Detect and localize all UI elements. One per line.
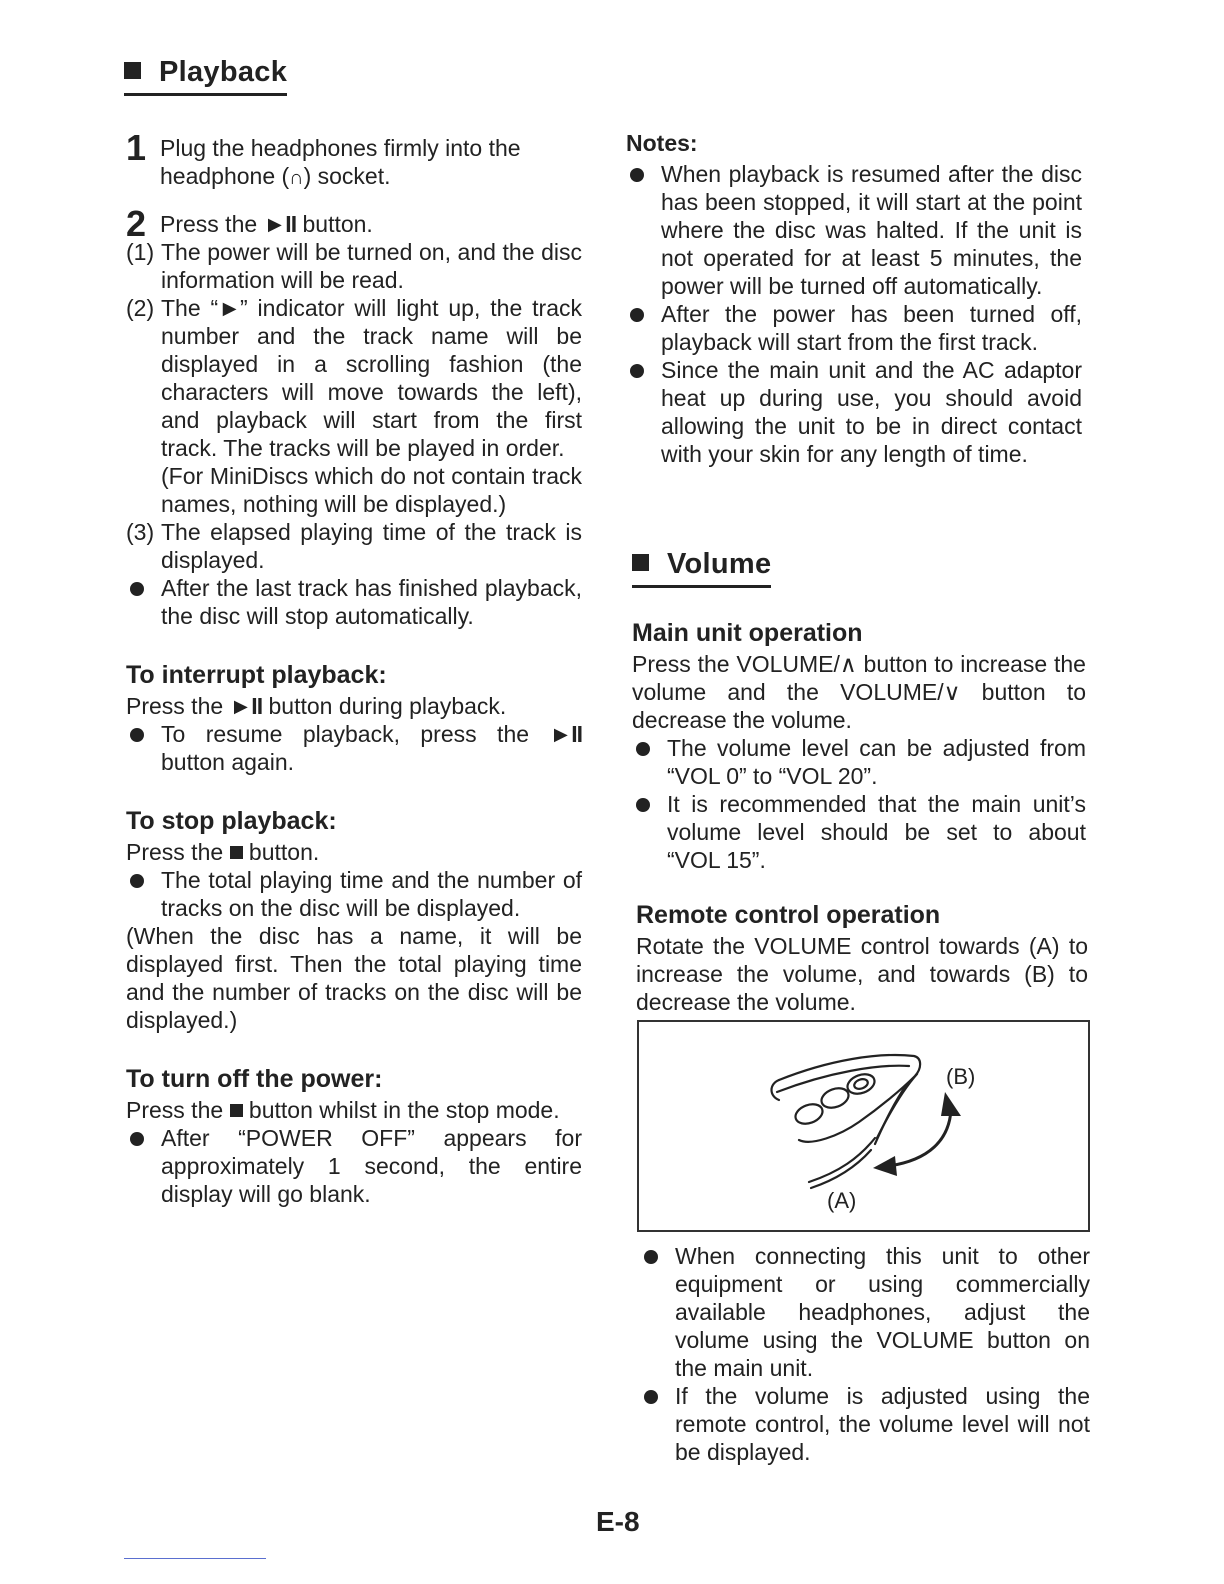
bullet-icon: [630, 308, 644, 322]
interrupt-text: Press the ►II button during playback.: [126, 693, 507, 719]
sub-item-3: (3) The elapsed playing time of the track is displayed.: [126, 519, 582, 573]
sub-item-2: (2) The “►” indicator will light up, the track number and the track name will be displayed in a scrolling fashion (the characters will move towards the left), and playback will start from the first track. The tracks will be played in order.: [126, 295, 582, 461]
power-heading: To turn off the power:: [126, 1065, 383, 1093]
square-bullet-icon: [124, 62, 141, 79]
remote-control-illustration: [639, 1022, 1088, 1230]
bullet-remote-volume: If the volume is adjusted using the remote control, the volume level will not be displayed.: [640, 1382, 1090, 1466]
bullet-icon: [130, 728, 144, 742]
bullet-icon: [644, 1390, 658, 1404]
step-number: 2: [126, 203, 147, 244]
left-column: [126, 127, 582, 1208]
bullet-icon: [630, 168, 644, 182]
play-icon: ►: [218, 295, 240, 321]
bullet-icon: [630, 364, 644, 378]
square-bullet-icon: [632, 554, 649, 571]
bullet-external-equipment: When connecting this unit to other equipment or using commercially available headphones, adjust the volume using the VOLUME button on the main unit.: [640, 1242, 1090, 1382]
bullet-icon: [130, 1132, 144, 1146]
play-pause-icon: ►II: [229, 693, 263, 719]
notes-block: [626, 128, 1082, 468]
page-number: E-8: [596, 1506, 640, 1537]
volume-recommend-bullet: It is recommended that the main unit’s volume level should be set to about “VOL 15”.: [632, 790, 1086, 874]
remote-heading: Remote control operation: [636, 901, 941, 929]
bullet-resume: To resume playback, press the ►II button again.: [126, 720, 582, 776]
volume-heading: Volume: [632, 548, 771, 588]
power-text: Press the button whilst in the stop mode.: [126, 1097, 560, 1123]
play-pause-icon: ►II: [549, 721, 582, 747]
remote-figure: [637, 1020, 1090, 1232]
label-a: (A): [827, 1188, 857, 1213]
headphone-icon: ∩: [289, 167, 304, 189]
bullet-total-time: The total playing time and the number of tracks on the disc will be displayed.: [126, 866, 582, 922]
volume-down-icon: ∨: [943, 679, 961, 705]
volume-range-bullet: The volume level can be adjusted from “VOL 0” to “VOL 20”.: [632, 734, 1086, 790]
bottom-notes: [640, 1242, 1090, 1466]
stop-text: Press the button.: [126, 839, 320, 865]
note-item: Since the main unit and the AC adaptor heat up during use, you should avoid allowing the unit to be in direct contact with your skin for any length of time.: [626, 356, 1082, 468]
minidisc-note: (For MiniDiscs which do not contain track names, nothing will be displayed.): [161, 463, 582, 517]
remote-text: Rotate the VOLUME control towards (A) to increase the volume, and towards (B) to decrease the volume.: [636, 933, 1088, 1015]
main-unit-text: Press the VOLUME/∧ button to increase the volume and the VOLUME/∨ button to decrease the volume.: [632, 651, 1086, 733]
interrupt-heading: To interrupt playback:: [126, 661, 387, 689]
footer-rule: [124, 1558, 266, 1559]
step-2: 2 Press the ►II button.: [126, 203, 373, 244]
remote-block: [636, 900, 1088, 1016]
sub-item-1: (1) The power will be turned on, and the disc information will be read.: [126, 239, 582, 293]
play-pause-icon: ►II: [263, 211, 297, 237]
bullet-icon: [130, 874, 144, 888]
bullet-icon: [636, 742, 650, 756]
step-number: 1: [126, 127, 147, 168]
bullet-icon: [636, 798, 650, 812]
stop-icon: [230, 846, 243, 859]
disc-name-note: (When the disc has a name, it will be displayed first. Then the total playing time and the number of tracks on the disc will be displayed.): [126, 923, 582, 1033]
main-unit-block: [632, 618, 1086, 874]
notes-heading: Notes:: [626, 130, 698, 156]
playback-heading: Playback: [124, 56, 287, 96]
note-item: When playback is resumed after the disc has been stopped, it will start at the point where the disc was halted. If the unit is not operated for at least 5 minutes, the power will be turned off automatically.: [626, 160, 1082, 300]
stop-heading: To stop playback:: [126, 807, 337, 835]
bullet-auto-stop: After the last track has finished playback, the disc will stop automatically.: [126, 574, 582, 630]
label-b: (B): [946, 1064, 976, 1089]
bullet-power-off: After “POWER OFF” appears for approximately 1 second, the entire display will go blank.: [126, 1124, 582, 1208]
step-1: 1 Plug the headphones firmly into the headphone (∩) socket.: [126, 134, 582, 192]
note-item: After the power has been turned off, playback will start from the first track.: [626, 300, 1082, 356]
stop-icon: [230, 1104, 243, 1117]
bullet-icon: [644, 1250, 658, 1264]
main-unit-heading: Main unit operation: [632, 619, 863, 647]
bullet-icon: [130, 582, 144, 596]
volume-up-icon: ∧: [839, 651, 857, 677]
